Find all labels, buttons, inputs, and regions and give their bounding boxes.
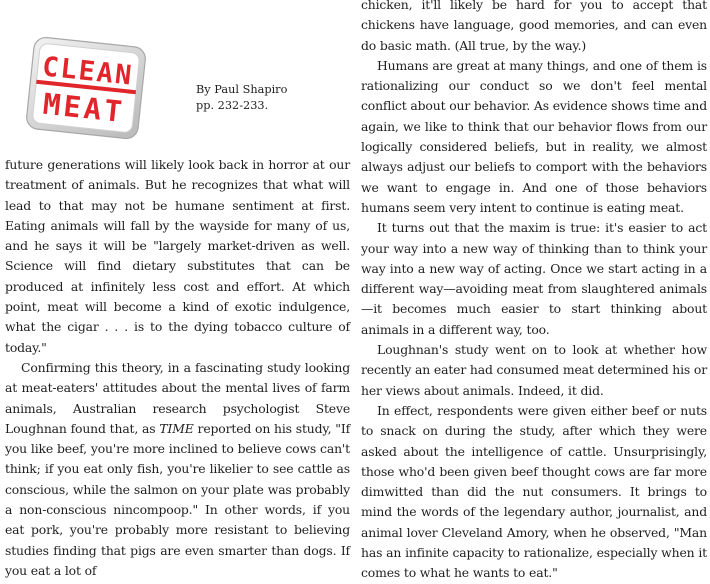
clean-meat-logo — [20, 36, 152, 140]
right-paragraph-1: chicken, it'll likely be hard for you to accept that chickens have language, good memories, and can even do basic math. (All true, by the way.) — [361, 0, 707, 53]
right-paragraph-2: Humans are great at many things, and one of them is rationalizing our conduct so we don't feel mental conflict about our behavior. As evidence shows time and again, we like to think that our behavior flows from our logically considered beliefs, but in reality, we almost always adjust our beliefs to comport with the behaviors we want to engage in. And one of those behaviors humans seem very intent to continue is eating meat. — [361, 57, 707, 215]
left-paragraph-2-start: Confirming this theory, in a fascinating study looking at meat-eaters' attitudes about the mental lives of farm animals, Australian research psychologist Steve Loughnan found that, as — [5, 359, 350, 436]
left-paragraph-2 — [5, 358, 350, 581]
left-paragraph-2-end: reported on his study, "If you like beef, you're more inclined to believe cows can't think; if you eat only fish, you're likelier to see cattle as conscious, while the salmon on your plate was probably a non-conscious nincompoop." In other words, if you eat pork, you're probably more resistant to believing studies finding that pigs are even smarter than dogs. If you eat a lot of — [5, 420, 351, 578]
right-paragraph-5: In effect, respondents were given either beef or nuts to snack on during the study, after which they were asked about the intelligence of cattle. Unsurprisingly, those who'd been given beef thought cows are far more dimwitted than did the nut consumers. It brings to mind the words of the legendary author, journalist, and animal lover Cleveland Amory, when he observed, "Man has an infinite capacity to rationalize, especially when it comes to what he wants to eat." — [361, 402, 707, 581]
clean-meat-stamp-graphic — [20, 36, 152, 140]
logo-line-meat: MEAT — [41, 86, 127, 130]
magazine-title-time: TIME — [159, 420, 194, 436]
right-paragraph-3: It turns out that the maxim is true: it's easier to act your way into a new way of thinking than to think your way into a new way of acting. Once we start acting in a different way—avoiding meat from slaughtered animals—it becomes much easier to start thinking about animals in a different way, too. — [361, 220, 707, 337]
byline — [196, 82, 287, 114]
right-paragraph-4: Loughnan's study went on to look at whether how recently an eater had consumed meat determined his or her views about animals. Indeed, it did. — [361, 342, 707, 398]
logo-line-clean: CLEAN — [40, 51, 135, 92]
right-column — [361, 0, 707, 584]
byline-author: By Paul Shapiro — [196, 83, 288, 96]
left-paragraph-1: future generations will likely look back in horror at our treatment of animals. But he recognizes that what will lead to that may not be humane sentiment at first. Eating animals will fall by the wayside for many of us, and he says it will be "largely market-driven as well. Science will find dietary substitutes that can be produced at infinitely less cost and effort. At which point, meat will become a kind of exotic indulgence, what the cigar . . . is to the dying tobacco culture of today." — [5, 157, 350, 355]
left-column — [5, 155, 350, 581]
byline-pages: pp. 232-233. — [196, 99, 269, 112]
